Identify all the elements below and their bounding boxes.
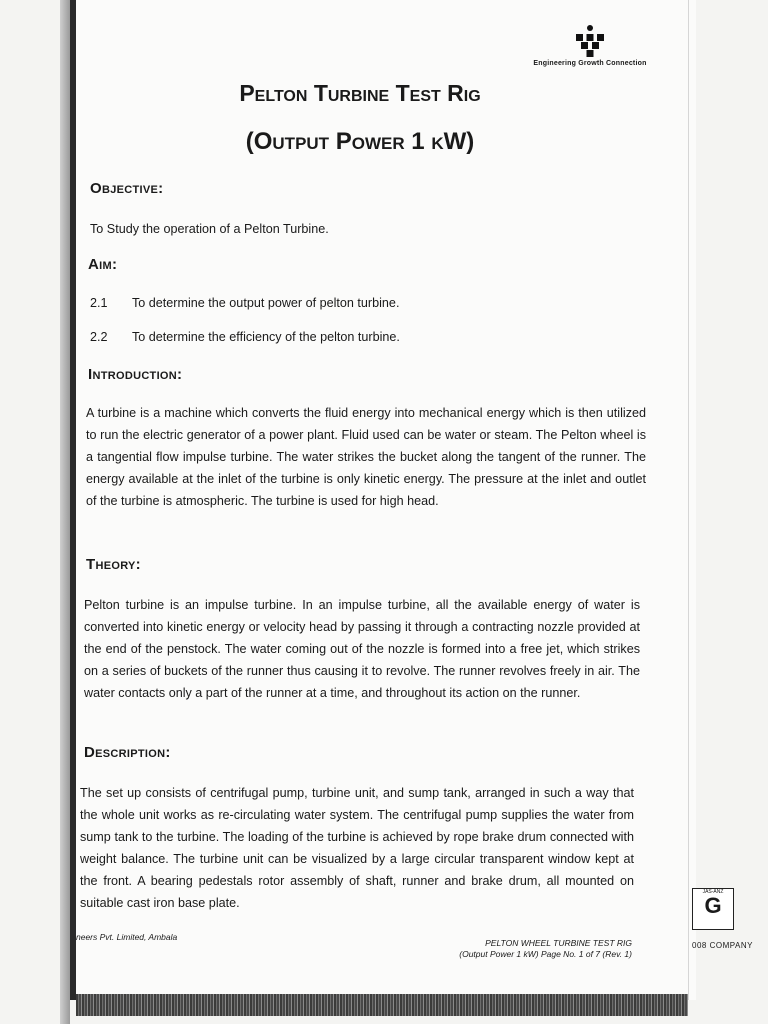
logo-text: Engineering Growth Connection xyxy=(533,60,647,67)
company-logo xyxy=(520,24,660,67)
aim-item-text: To determine the efficiency of the pelton turbine. xyxy=(132,330,400,344)
document-title: Pelton Turbine Test Rig xyxy=(239,80,481,106)
objective-text: To Study the operation of a Pelton Turbine. xyxy=(90,222,329,236)
aim-heading: Aim: xyxy=(88,256,118,273)
theory-heading: Theory: xyxy=(86,556,141,573)
objective-heading: Objective: xyxy=(90,180,164,197)
cert-company-text: 008 COMPANY xyxy=(692,941,753,950)
document-subtitle: (Output Power 1 kW) xyxy=(245,128,475,155)
cert-logo-icon: G xyxy=(704,893,722,918)
scan-edge-shadow xyxy=(60,0,70,1024)
aim-item-text: To determine the output power of pelton turbine. xyxy=(132,296,400,310)
theory-text: Pelton turbine is an impulse turbine. In an impulse turbine, all the available energy of water is converted into kinetic energy or velocity head by passing it through a contracting nozzle provided at the end of the penstock. The water coming out of the nozzle is formed into a free jet, which strikes on a series of buckets of the runner thus causing it to revolve. The runner revolves freely in air. The water contacts only a part of the runner at a time, and throughout its action on the runner. xyxy=(84,598,640,700)
footer-company: neers Pvt. Limited, Ambala xyxy=(76,932,178,942)
description-text: The set up consists of centrifugal pump, turbine unit, and sump tank, arranged in such a way that the whole unit works as re-circulating water system. The centrifugal pump supplies the water from sump tank to the turbine. The loading of the turbine is achieved by rope brake drum connected with weight balance. The turbine unit can be visualized by a large circular transparent window kept at the front. A bearing pedestals rotor assembly of shaft, runner and brake drum, all mounted on suitable cast iron base plate. xyxy=(80,786,634,910)
aim-item-number: 2.1 xyxy=(90,296,108,310)
introduction-heading: Introduction: xyxy=(88,366,183,383)
scan-bottom-edge xyxy=(76,994,688,1016)
description-heading: Description: xyxy=(84,744,171,761)
footer-page-number: (Output Power 1 kW) Page No. 1 of 7 (Rev. 1) xyxy=(459,949,632,959)
page-edge xyxy=(688,0,689,1000)
certification-badge xyxy=(692,888,734,930)
logo-icon xyxy=(570,24,610,58)
footer-title: PELTON WHEEL TURBINE TEST RIG xyxy=(485,938,632,948)
aim-item xyxy=(90,330,400,344)
introduction-text: A turbine is a machine which converts the fluid energy into mechanical energy which is then utilized to run the electric generator of a power plant. Fluid used can be water or steam. The Pelton wheel is a tangential flow impulse turbine. The water strikes the bucket along the tangent of the runner. The energy available at the inlet of the turbine is only kinetic energy. The pressure at the inlet and outlet of the turbine is atmospheric. The turbine is used for high head. xyxy=(86,406,646,508)
footer-page-info xyxy=(400,938,632,960)
aim-item xyxy=(90,296,399,310)
aim-item-number: 2.2 xyxy=(90,330,108,344)
cert-label: JAS-ANZ xyxy=(702,889,724,895)
